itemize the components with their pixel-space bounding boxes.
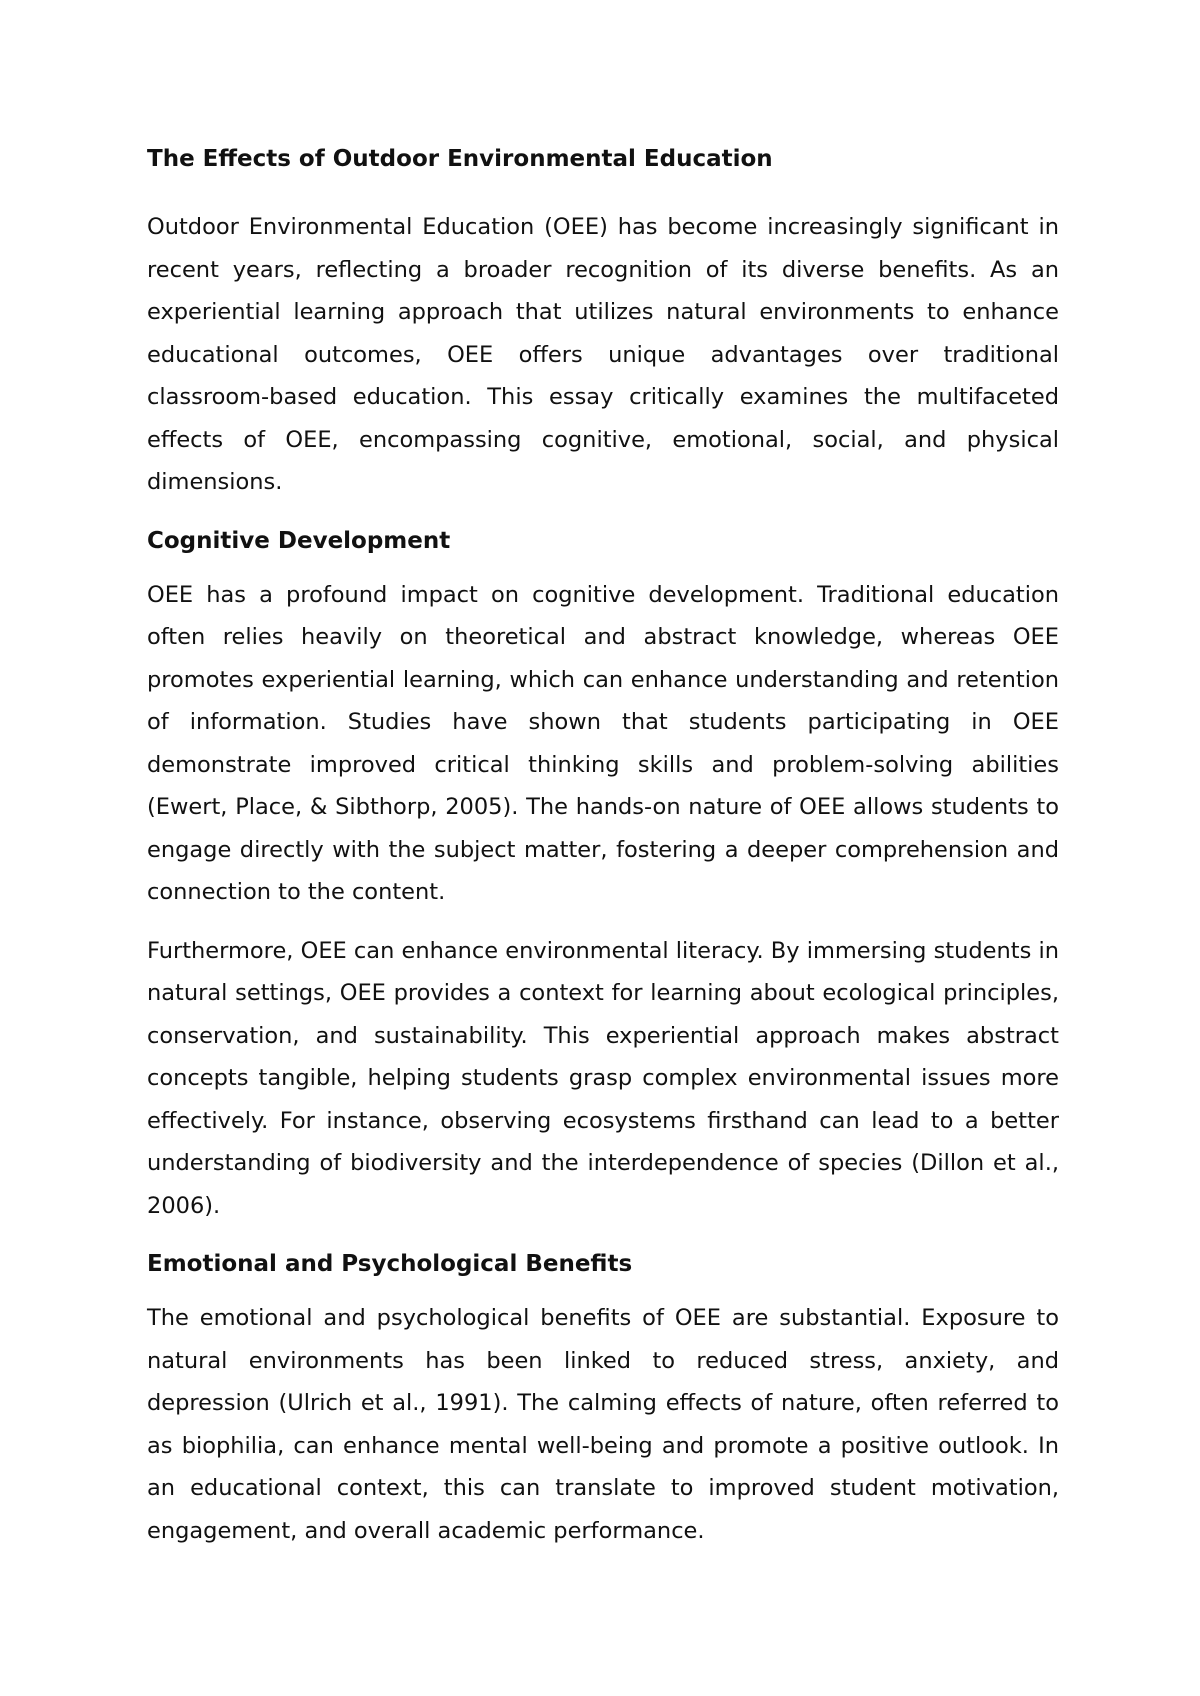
paragraph: OEE has a profound impact on cognitive development. Traditional education often relies heavily on theoretical and abstract knowledge, whereas OEE promotes experiential learning, which can enhance understanding and retention of information. Studies have shown that students participating in OEE demonstrate improved critical thinking skills and problem-solving abilities (Ewert, Place, & Sibthorp, 2005). The hands-on nature of OEE allows students to engage directly with the subject matter, fostering a deeper comprehension and connection to the content. [147,581,1059,905]
intro-paragraph: Outdoor Environmental Education (OEE) has become increasingly significant in recent years, reflecting a broader recognition of its diverse benefits. As an experiential learning approach that utilizes natural environments to enhance educational outcomes, OEE offers unique advantages over traditional classroom-based education. This essay critically examines the multifaceted effects of OEE, encompassing cognitive, emotional, social, and physical dimensions. [147,214,1059,495]
section-emotional-psychological-benefits [147,1243,1059,1552]
section-heading: Emotional and Psychological Benefits [147,1251,633,1277]
document-page [147,138,1059,1568]
paragraph: Furthermore, OEE can enhance environmental literacy. By immersing students in natural settings, OEE provides a context for learning about ecological principles, conservation, and sustainability. This experiential approach makes abstract concepts tangible, helping students grasp complex environmental issues more effectively. For instance, observing ecosystems firsthand can lead to a better understanding of biodiversity and the interdependence of species (Dillon et al., 2006). [147,937,1059,1219]
section-cognitive-development [147,520,1059,1228]
section-heading: Cognitive Development [147,527,451,554]
document-title: The Effects of Outdoor Environmental Education [147,146,773,172]
paragraph: The emotional and psychological benefits of OEE are substantial. Exposure to natural environments has been linked to reduced stress, anxiety, and depression (Ulrich et al., 1991). The calming effects of nature, often referred to as biophilia, can enhance mental well-being and promote a positive outlook. In an educational context, this can translate to improved student motivation, engagement, and overall academic performance. [147,1305,1059,1544]
